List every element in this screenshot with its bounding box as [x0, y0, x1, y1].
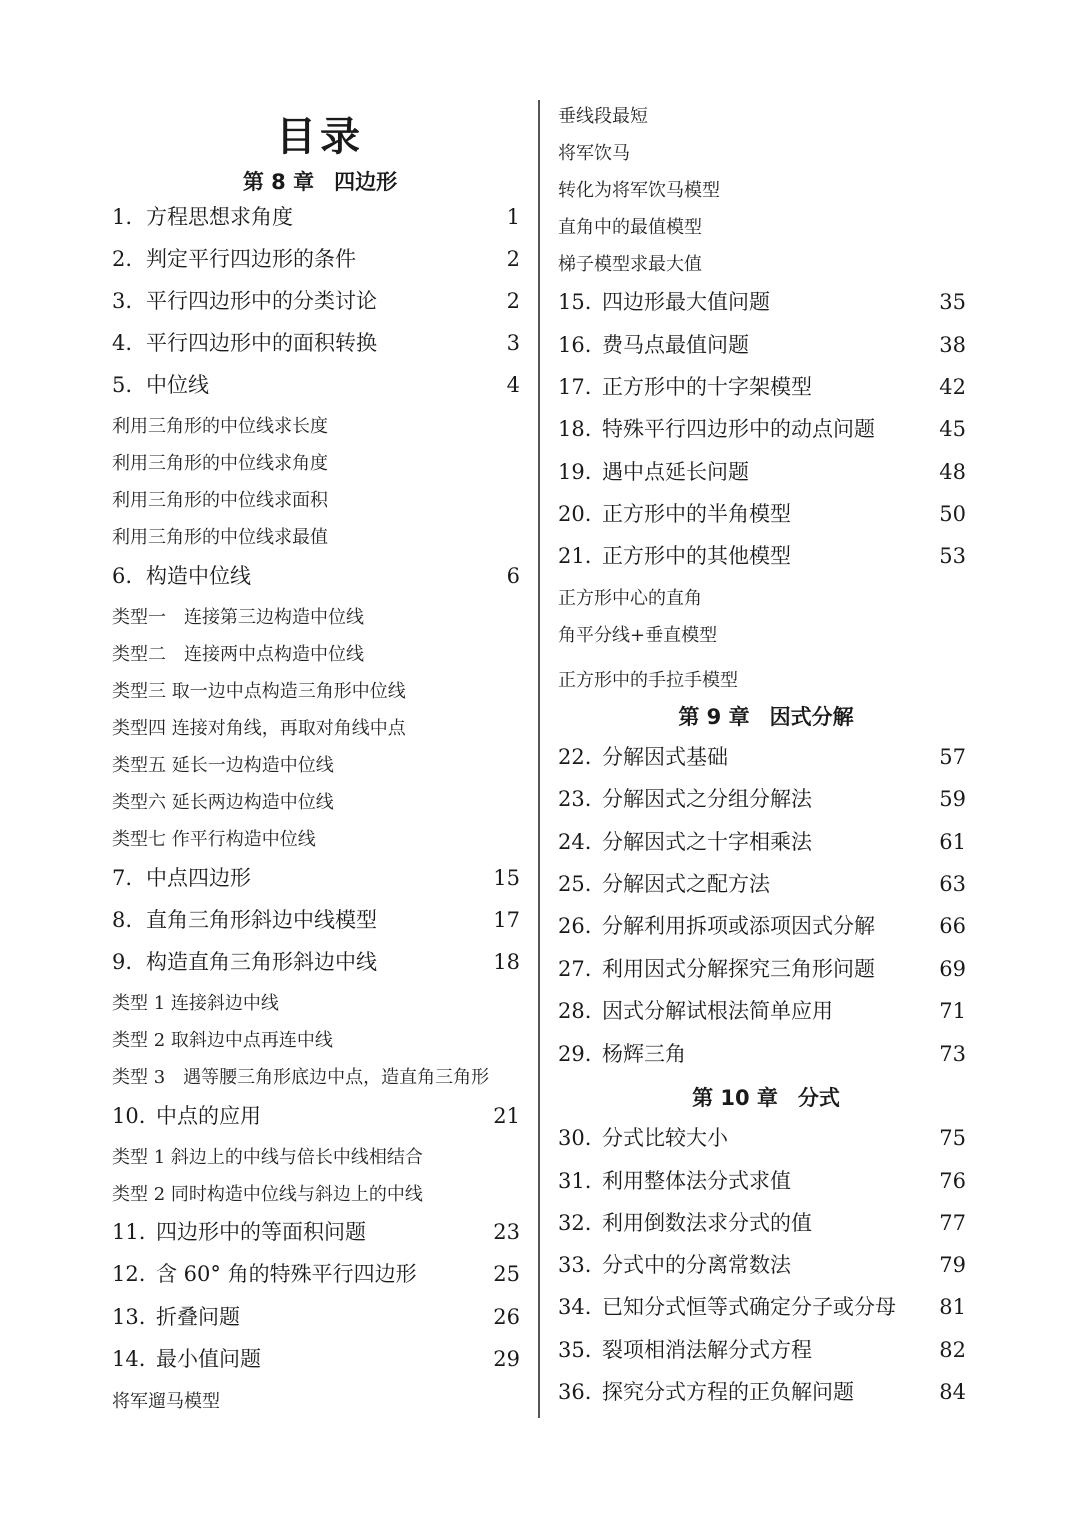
toc-entry[interactable] — [110, 1101, 520, 1131]
toc-subentry[interactable]: 垂线段最短 — [558, 106, 648, 127]
entry-page-number: 75 — [939, 1126, 966, 1150]
entry-page-number: 35 — [939, 290, 966, 314]
entry-page-number: 57 — [939, 745, 966, 769]
entry-page-number: 15 — [493, 866, 520, 890]
entry-number: 2. — [112, 247, 133, 271]
entry-number: 34. — [558, 1295, 592, 1319]
toc-entry[interactable] — [556, 742, 966, 772]
toc-subentry[interactable]: 类型三 取一边中点构造三角形中位线 — [112, 681, 406, 702]
toc-entry[interactable] — [556, 1166, 966, 1196]
toc-entry[interactable] — [110, 1217, 520, 1247]
entry-title: 利用整体法分式求值 — [602, 1169, 791, 1193]
entry-number: 4. — [112, 331, 133, 355]
entry-number: 32. — [558, 1211, 592, 1235]
entry-number: 20. — [558, 502, 592, 526]
entry-number: 18. — [558, 417, 592, 441]
toc-entry[interactable] — [556, 330, 966, 360]
toc-subentry[interactable]: 利用三角形的中位线求角度 — [112, 453, 328, 474]
entry-number: 15. — [558, 290, 592, 314]
entry-page-number: 4 — [506, 373, 520, 397]
toc-subentry[interactable]: 转化为将军饮马模型 — [558, 180, 720, 201]
toc-entry[interactable] — [556, 541, 966, 571]
entry-number: 23. — [558, 787, 592, 811]
entry-title: 中点四边形 — [146, 866, 251, 890]
entry-title: 杨辉三角 — [602, 1042, 686, 1066]
entry-page-number: 77 — [939, 1211, 966, 1235]
toc-subentry[interactable]: 类型七 作平行构造中位线 — [112, 829, 316, 850]
entry-title: 因式分解试根法简单应用 — [602, 999, 833, 1023]
toc-subentry[interactable]: 类型五 延长一边构造中位线 — [112, 755, 334, 776]
entry-page-number: 53 — [939, 544, 966, 568]
page-title: 目录 — [276, 113, 364, 160]
entry-page-number: 50 — [939, 502, 966, 526]
entry-page-number: 2 — [506, 247, 520, 271]
entry-title: 分解利用拆项或添项因式分解 — [602, 914, 875, 938]
chapter-name: 四边形 — [334, 170, 398, 194]
toc-entry[interactable] — [556, 827, 966, 857]
toc-entry[interactable] — [110, 328, 520, 358]
entry-title: 利用倒数法求分式的值 — [602, 1211, 812, 1235]
toc-subentry[interactable]: 类型二 连接两中点构造中位线 — [112, 644, 364, 665]
toc-subentry[interactable]: 正方形中的手拉手模型 — [558, 670, 738, 691]
entry-title: 平行四边形中的面积转换 — [146, 331, 377, 355]
toc-entry[interactable] — [556, 1123, 966, 1153]
entry-title: 分解因式基础 — [602, 745, 728, 769]
entry-title: 中位线 — [146, 373, 209, 397]
toc-entry[interactable] — [556, 996, 966, 1026]
entry-number: 36. — [558, 1380, 592, 1404]
chapter-name: 分式 — [797, 1086, 840, 1110]
entry-title: 探究分式方程的正负解问题 — [602, 1380, 854, 1404]
entry-page-number: 82 — [939, 1338, 966, 1362]
entry-title: 遇中点延长问题 — [602, 460, 749, 484]
entry-page-number: 73 — [939, 1042, 966, 1066]
entry-page-number: 63 — [939, 872, 966, 896]
toc-entry[interactable] — [110, 905, 520, 935]
entry-page-number: 18 — [493, 950, 520, 974]
toc-entry[interactable] — [556, 869, 966, 899]
toc-subentry[interactable]: 角平分线+垂直模型 — [558, 625, 718, 646]
toc-entry[interactable] — [556, 1377, 966, 1407]
toc-entry[interactable] — [110, 202, 520, 232]
toc-subentry[interactable]: 类型四 连接对角线，再取对角线中点 — [112, 718, 406, 739]
toc-entry[interactable] — [110, 863, 520, 893]
entry-title: 构造中位线 — [146, 564, 251, 588]
entry-title: 折叠问题 — [156, 1305, 240, 1329]
entry-title: 含 60° 角的特殊平行四边形 — [156, 1262, 417, 1286]
toc-subentry[interactable]: 类型 1 连接斜边中线 — [112, 993, 279, 1014]
toc-entry[interactable] — [110, 370, 520, 400]
chapter-number: 第 9 章 — [678, 705, 750, 729]
entry-title: 正方形中的其他模型 — [602, 544, 791, 568]
entry-number: 6. — [112, 564, 133, 588]
entry-page-number: 66 — [939, 914, 966, 938]
toc-entry[interactable] — [556, 499, 966, 529]
entry-title: 平行四边形中的分类讨论 — [146, 289, 377, 313]
entry-page-number: 76 — [939, 1169, 966, 1193]
entry-page-number: 71 — [939, 999, 966, 1023]
entry-number: 25. — [558, 872, 592, 896]
entry-number: 10. — [112, 1104, 146, 1128]
toc-entry[interactable] — [110, 1259, 520, 1289]
entry-page-number: 79 — [939, 1253, 966, 1277]
entry-page-number: 48 — [939, 460, 966, 484]
entry-number: 17. — [558, 375, 592, 399]
toc-subentry[interactable]: 将军饮马 — [558, 143, 630, 164]
entry-page-number: 25 — [493, 1262, 520, 1286]
entry-page-number: 59 — [939, 787, 966, 811]
toc-subentry[interactable]: 利用三角形的中位线求最值 — [112, 527, 328, 548]
entry-number: 8. — [112, 908, 133, 932]
toc-subentry[interactable]: 利用三角形的中位线求长度 — [112, 416, 328, 437]
entry-number: 11. — [112, 1220, 146, 1244]
entry-title: 正方形中的十字架模型 — [602, 375, 812, 399]
entry-title: 分解因式之十字相乘法 — [602, 830, 812, 854]
toc-subentry[interactable]: 利用三角形的中位线求面积 — [112, 490, 328, 511]
toc-entry[interactable] — [110, 561, 520, 591]
entry-number: 27. — [558, 957, 592, 981]
toc-entry[interactable] — [556, 911, 966, 941]
chapter-number: 第 8 章 — [242, 170, 315, 194]
entry-page-number: 38 — [939, 333, 966, 357]
chapter-8-heading — [110, 166, 530, 196]
chapter-number: 第 10 章 — [692, 1086, 778, 1110]
entry-title: 已知分式恒等式确定分子或分母 — [602, 1295, 896, 1319]
entry-number: 26. — [558, 914, 592, 938]
entry-page-number: 17 — [493, 908, 520, 932]
toc-entry[interactable] — [556, 1292, 966, 1322]
entry-title: 分解因式之配方法 — [602, 872, 770, 896]
chapter-name: 因式分解 — [769, 705, 854, 729]
toc-entry[interactable] — [110, 286, 520, 316]
entry-page-number: 23 — [493, 1220, 520, 1244]
entry-title: 中点的应用 — [156, 1104, 261, 1128]
toc-entry[interactable] — [556, 457, 966, 487]
entry-title: 费马点最值问题 — [602, 333, 749, 357]
toc-subentry[interactable]: 正方形中心的直角 — [558, 588, 702, 609]
entry-number: 1. — [112, 205, 133, 229]
entry-number: 16. — [558, 333, 592, 357]
entry-title: 特殊平行四边形中的动点问题 — [602, 417, 875, 441]
entry-page-number: 84 — [939, 1380, 966, 1404]
entry-page-number: 42 — [939, 375, 966, 399]
entry-page-number: 6 — [506, 564, 520, 588]
entry-number: 13. — [112, 1305, 146, 1329]
entry-number: 14. — [112, 1347, 146, 1371]
entry-title: 裂项相消法解分式方程 — [602, 1338, 812, 1362]
toc-subentry[interactable]: 类型 2 取斜边中点再连中线 — [112, 1030, 333, 1051]
entry-title: 分解因式之分组分解法 — [602, 787, 812, 811]
entry-number: 35. — [558, 1338, 592, 1362]
entry-page-number: 69 — [939, 957, 966, 981]
entry-number: 33. — [558, 1253, 592, 1277]
entry-page-number: 81 — [939, 1295, 966, 1319]
entry-page-number: 29 — [493, 1347, 520, 1371]
entry-number: 29. — [558, 1042, 592, 1066]
toc-subentry[interactable]: 类型 1 斜边上的中线与倍长中线相结合 — [112, 1147, 423, 1168]
column-divider — [538, 100, 540, 1418]
entry-number: 21. — [558, 544, 592, 568]
toc-entry[interactable] — [556, 1208, 966, 1238]
toc-entry[interactable] — [556, 954, 966, 984]
entry-number: 28. — [558, 999, 592, 1023]
toc-entry[interactable] — [110, 947, 520, 977]
entry-title: 正方形中的半角模型 — [602, 502, 791, 526]
entry-title: 分式比较大小 — [602, 1126, 728, 1150]
toc-subentry[interactable]: 类型 2 同时构造中位线与斜边上的中线 — [112, 1184, 423, 1205]
chapter-10-heading — [556, 1082, 976, 1112]
entry-number: 30. — [558, 1126, 592, 1150]
entry-number: 22. — [558, 745, 592, 769]
entry-title: 直角三角形斜边中线模型 — [146, 908, 377, 932]
entry-page-number: 45 — [939, 417, 966, 441]
entry-title: 判定平行四边形的条件 — [146, 247, 356, 271]
entry-number: 7. — [112, 866, 133, 890]
entry-page-number: 26 — [493, 1305, 520, 1329]
entry-page-number: 61 — [939, 830, 966, 854]
chapter-9-heading — [556, 701, 976, 731]
toc-entry[interactable] — [110, 1344, 520, 1374]
toc-entry[interactable] — [556, 287, 966, 317]
entry-number: 12. — [112, 1262, 146, 1286]
entry-title: 四边形中的等面积问题 — [156, 1220, 366, 1244]
toc-subentry[interactable]: 类型 3 遇等腰三角形底边中点，造直角三角形 — [112, 1067, 490, 1088]
entry-number: 19. — [558, 460, 592, 484]
entry-number: 31. — [558, 1169, 592, 1193]
entry-page-number: 2 — [506, 289, 520, 313]
entry-number: 5. — [112, 373, 133, 397]
toc-subentry[interactable]: 直角中的最值模型 — [558, 217, 702, 238]
entry-title: 分式中的分离常数法 — [602, 1253, 791, 1277]
toc-entry[interactable] — [110, 244, 520, 274]
entry-number: 9. — [112, 950, 133, 974]
entry-title: 构造直角三角形斜边中线 — [146, 950, 377, 974]
toc-subentry[interactable]: 类型一 连接第三边构造中位线 — [112, 607, 364, 628]
toc-entry[interactable] — [110, 1302, 520, 1332]
toc-entry[interactable] — [556, 372, 966, 402]
toc-entry[interactable] — [556, 414, 966, 444]
toc-entry[interactable] — [556, 1039, 966, 1069]
toc-entry[interactable] — [556, 784, 966, 814]
entry-page-number: 1 — [506, 205, 520, 229]
entry-number: 24. — [558, 830, 592, 854]
toc-entry[interactable] — [556, 1250, 966, 1280]
toc-subentry[interactable]: 梯子模型求最大值 — [558, 254, 702, 275]
entry-title: 利用因式分解探究三角形问题 — [602, 957, 875, 981]
toc-subentry[interactable]: 类型六 延长两边构造中位线 — [112, 792, 334, 813]
toc-entry[interactable] — [556, 1335, 966, 1365]
entry-page-number: 21 — [493, 1104, 520, 1128]
entry-title: 四边形最大值问题 — [602, 290, 770, 314]
entry-page-number: 3 — [506, 331, 520, 355]
entry-number: 3. — [112, 289, 133, 313]
toc-subentry[interactable]: 将军遛马模型 — [112, 1391, 220, 1412]
entry-title: 方程思想求角度 — [146, 205, 293, 229]
entry-title: 最小值问题 — [156, 1347, 261, 1371]
